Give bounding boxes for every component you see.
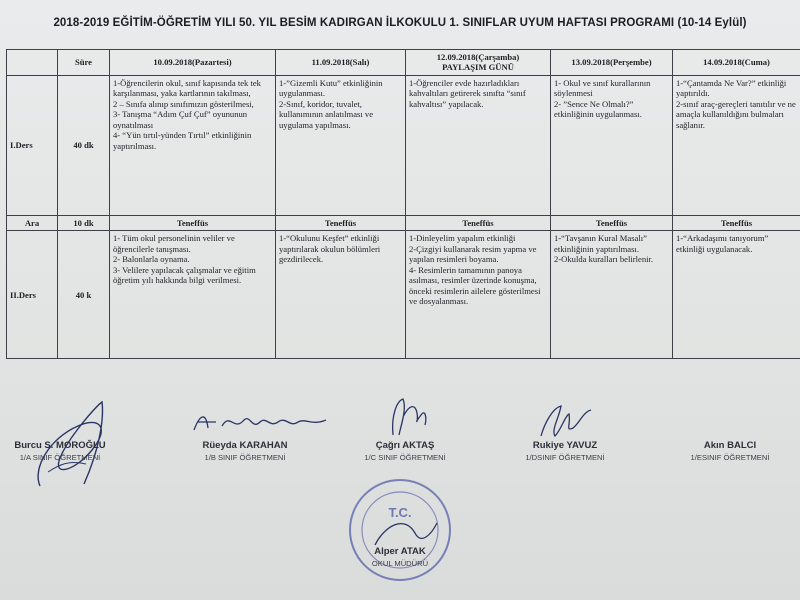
lesson1-day-3: 1-Öğrenciler evde hazırladıkları kahvaltıları getirerek sınıfta “sınıf kahvaltısı” yapılacak. xyxy=(406,75,551,215)
lesson1-duration: 40 dk xyxy=(58,75,110,215)
break-day-1: Teneffüs xyxy=(110,215,276,230)
break-day-5: Teneffüs xyxy=(673,215,800,230)
signature-role: 1/ESINIF ÖĞRETMENİ xyxy=(690,453,770,462)
signature-name: Rukiye YAVUZ xyxy=(532,440,598,451)
header-empty xyxy=(7,50,58,76)
signature-principal xyxy=(345,546,455,568)
signature-role: 1/B SINIF ÖĞRETMENİ xyxy=(204,453,286,462)
stamp-text: T.C. xyxy=(388,505,412,520)
lesson1-day-2: 1-”Gizemli Kutu” etkinliğinin uygulanması. 2-Sınıf, koridor, tuvalet, kullanımının anlatılması ve uygulama yapılması. xyxy=(276,75,406,215)
official-stamp-icon xyxy=(345,475,455,585)
header-duration: Süre xyxy=(58,50,110,76)
lesson2-row xyxy=(7,231,800,359)
signature-1b xyxy=(180,440,310,462)
signature-scribble-1b xyxy=(190,408,330,438)
schedule-table xyxy=(6,49,800,359)
signature-name: Alper ATAK xyxy=(374,546,426,557)
lesson1-day-1: 1-Öğrencilerin okul, sınıf kapısında tek tek karşılanması, yaka kartlarının takılması, 2 – Sınıfa alınıp sınıfımızın gösterilmesi, 3- Tanışma “Adım Çuf Çuf” oyununun oynatılması 4- “Yün tırtıl-yünden Tırtıl” etkinliğinin yaptırılması. xyxy=(110,75,276,215)
signature-1d xyxy=(505,440,625,462)
break-day-4: Teneffüs xyxy=(551,215,673,230)
lesson2-duration: 40 k xyxy=(58,231,110,359)
header-day-5: 14.09.2018(Cuma) xyxy=(673,50,800,76)
signature-1a xyxy=(5,440,115,462)
header-row xyxy=(7,50,800,76)
lesson2-day-5: 1-“Arkadaşımı tanıyorum” etkinliği uygulanacak. xyxy=(673,231,800,359)
lesson1-day-4: 1- Okul ve sınıf kurallarının söylenmesi 2- ”Sence Ne Olmalı?” etkinliğinin uygulanması. xyxy=(551,75,673,215)
lesson2-day-2: 1-“Okulunu Keşfet” etkinliği yaptırılarak okulun bölümleri gezdirilecek. xyxy=(276,231,406,359)
lesson1-row xyxy=(7,75,800,215)
signature-name: Burcu S. MOROĞLU xyxy=(14,440,106,451)
lesson2-day-3: 1-Dinleyelim yapalım etkinliği 2-Çizgiyi kullanarak resim yapma ve yapılan resimleri boyama. 4- Resimlerin tamamının panoya asılması, resimler üzerinde konuşma, önceki resimlerin ailelere gösterilmesi ve dosyalanması. xyxy=(406,231,551,359)
signature-name: Akın BALCI xyxy=(703,440,757,451)
signature-scribble-4 xyxy=(535,400,595,442)
header-day-3: 12.09.2018(Çarşamba) PAYLAŞIM GÜNÜ xyxy=(406,50,551,76)
break-row xyxy=(7,215,800,230)
document-title: 2018-2019 EĞİTİM-ÖĞRETİM YILI 50. YIL BESİM KADIRGAN İLKOKULU 1. SINIFLAR UYUM HAFTASI PROGRAMI (10-14 Eylül) xyxy=(53,17,747,29)
lesson2-label: II.Ders xyxy=(7,231,58,359)
break-duration: 10 dk xyxy=(58,215,110,230)
signature-role: 1/DSINIF ÖĞRETMENİ xyxy=(525,453,605,462)
header-day-2: 11.09.2018(Salı) xyxy=(276,50,406,76)
signature-scribble-3 xyxy=(385,395,430,440)
header-day-theme: PAYLAŞIM GÜNÜ xyxy=(442,62,514,73)
break-day-3: Teneffüs xyxy=(406,215,551,230)
signature-1e xyxy=(670,440,790,462)
signature-name: Çağrı AKTAŞ xyxy=(375,440,435,451)
lesson1-label: I.Ders xyxy=(7,75,58,215)
lesson2-day-4: 1-“Tavşanın Kural Masalı” etkinliğinin yaptırılması. 2-Okulda kuralları belirlenir. xyxy=(551,231,673,359)
lesson1-day-5: 1-“Çantamda Ne Var?” etkinliği yaptırıldı. 2-sınıf araç-gereçleri tanıtılır ve ne amaçla kullanıldığını bulmaları sağlanır. xyxy=(673,75,800,215)
signature-role: 1/A SINIF ÖĞRETMENİ xyxy=(19,453,101,462)
signature-name: Rüeyda KARAHAN xyxy=(202,440,288,451)
break-day-2: Teneffüs xyxy=(276,215,406,230)
header-day-1: 10.09.2018(Pazartesi) xyxy=(110,50,276,76)
signature-1c xyxy=(350,440,460,462)
signature-role: OKUL MÜDÜRÜ xyxy=(371,559,429,568)
lesson2-day-1: 1- Tüm okul personelinin veliler ve öğrencilerle tanışması. 2- Balonlarla oynama. 3- Velilere yapılacak çalışmalar ve eğitim öğretim yılı hakkında bilgi verilmesi. xyxy=(110,231,276,359)
signature-role: 1/C SINIF ÖĞRETMENİ xyxy=(364,453,446,462)
header-day-4: 13.09.2018(Perşembe) xyxy=(551,50,673,76)
break-label: Ara xyxy=(7,215,58,230)
